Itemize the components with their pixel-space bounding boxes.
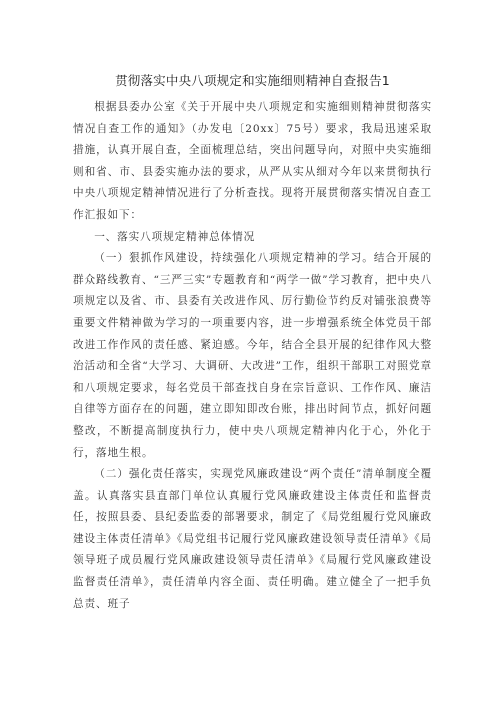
section-heading-1: 一、落实八项规定精神总体情况 <box>94 230 256 243</box>
document-title: 贯彻落实中央八项规定和实施细则精神自查报告1 <box>115 73 390 88</box>
paragraph-intro: 根据县委办公室《关于开展中央八项规定和实施细则精神贯彻落实情况自查工作的通知》（办发电〔20xx〕75号）要求，我局迅速采取措施，认真开展自查，全面梳理总结，突出问题导向，对照中央实施细则和省、市、县委实施办法的要求，从严从实从细对今年以来贯彻执行中央八项规定精神情况进行了分析查找。现将开展贯彻落实情况自查工作汇报如下： <box>73 101 432 221</box>
paragraph-item-1: （一）狠抓作风建设，持续强化八项规定精神的学习。结合开展的群众路线教育、“三严三实”专题教育和“两学一做”学习教育，把中央八项规定以及省、市、县委有关改进作风、厉行勤俭节约反对铺张浪费等重要文件精神做为学习的一项重要内容，进一步增强系统全体党员干部改进工作作风的责任感、紧迫感。今年，结合全县开展的纪律作风大整治活动和全省“大学习、大调研、大改进”工作，组织干部职工对照党章和八项规定要求，每名党员干部查找自身在宗旨意识、工作作风、廉洁自律等方面存在的问题，建立即知即改台账，排出时间节点，抓好问题整改，不断提高制度执行力，使中央八项规定精神内化于心，外化于行，落地生根。 <box>73 252 432 459</box>
paragraph-item-2: （二）强化责任落实，实现党风廉政建设“两个责任”清单制度全覆盖。认真落实县直部门单位认真履行党风廉政建设主体责任和监督责任，按照县委、县纪委监委的部署要求，制定了《局党组履行党风廉政建设主体责任清单》《局党组书记履行党风廉政建设领导责任清单》《局领导班子成员履行党风廉政建设领导责任清单》《局履行党风廉政建设监督责任清单》，责任清单内容全面、责任明确。建立健全了一把手负总责、班子 <box>73 468 432 610</box>
